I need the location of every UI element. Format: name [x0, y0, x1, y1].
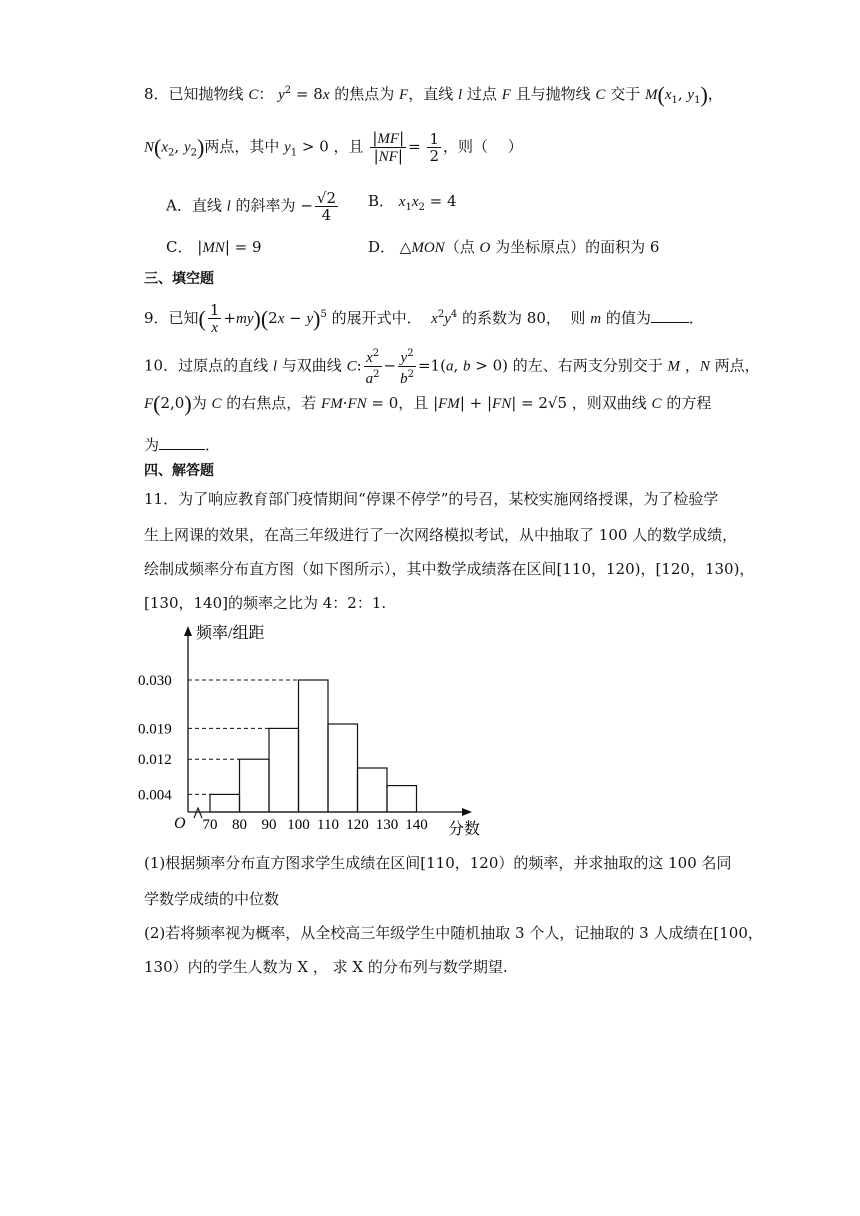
q11-part2-line2: 130）内的学生人数为 X ， 求 X 的分布列与数学期望. [144, 958, 508, 976]
x-axis-label: 分数 [448, 821, 481, 838]
q8-line2: $N(x_2$, $y_2$)两点，其中 $y_1 > 0$ ，且 $\frac{|MF|}{|NF|}$ = $\frac{1}{2}$ ，则（ ） [144, 129, 523, 165]
origin-label: O [174, 815, 186, 832]
x-tick-label: 90 [261, 817, 277, 833]
axis-break-mark [194, 808, 202, 818]
y-tick-label: 0.030 [138, 673, 172, 689]
section-3-heading: 三、填空题 [144, 271, 214, 287]
x-tick-label: 70 [202, 817, 218, 833]
histogram-bar [299, 680, 329, 812]
histogram-bar [358, 768, 388, 812]
q8-line1: 8．已知抛物线 C： $y^2 = 8x$ 的焦点为 F，直线 l 过点 F 且与抛物线 C 交于 $M(x_1$, $y_1$)， [144, 82, 723, 107]
q11-part1-line1: (1)根据频率分布直方图求学生成绩在区间[110，120）的频率，并求抽取的这 100 名同 [144, 854, 732, 872]
q11-line4: [130，140]的频率之比为 4：2：1. [144, 594, 387, 612]
y-tick-label: 0.012 [138, 752, 172, 769]
y-axis-arrow [184, 626, 192, 636]
histogram-bar [387, 786, 417, 812]
q11-line2: 生上网课的效果，在高三年级进行了一次网络模拟考试，从中抽取了 100 人的数学成绩， [144, 526, 738, 544]
frequency-histogram [136, 620, 496, 840]
histogram-bar [269, 728, 299, 812]
q11-line1: 11．为了响应教育部门疫情期间“停课不停学”的号召，某校实施网络授课，为了检验学 [144, 490, 719, 508]
y-tick-label: 0.019 [138, 721, 172, 738]
x-axis-arrow [462, 808, 472, 816]
x-tick-label: 100 [287, 817, 310, 833]
q8-option-c: C． |MN| = 9 [166, 238, 262, 256]
q11-part1-line2: 学数学成绩的中位数 [144, 890, 280, 908]
y-tick-label: 0.004 [138, 787, 172, 804]
q11-part2-line1: (2)若将频率视为概率，从全校高三年级学生中随机抽取 3 个人，记抽取的 3 人成绩在[100， [144, 924, 763, 942]
histogram-bar [328, 724, 358, 812]
histogram-bar [210, 794, 240, 812]
q10-line2: F(2,0)为 C 的右焦点，若 FM·FN = 0，且 |FM| + |FN| = 2√5 ，则双曲线 C 的方程 [144, 391, 712, 416]
x-tick-label: 140 [405, 817, 428, 833]
y-axis-label: 频率/组距 [196, 625, 265, 642]
q8-option-d: D． △MON（点 O 为坐标原点）的面积为 6 [368, 238, 660, 256]
x-tick-label: 120 [346, 817, 369, 833]
x-tick-label: 80 [232, 817, 247, 833]
q9: 9．已知( $\frac{1}{x}$ $+my)(2x - y)^5$ 的展开式中． $x^2y^4$ 的系数为 80， 则 m 的值为 ． [144, 301, 704, 336]
histogram-bar [240, 759, 270, 812]
q11-line3: 绘制成频率分布直方图（如下图所示），其中数学成绩落在区间[110，120)，[120，130)， [144, 560, 755, 578]
q10-line1: 10．过原点的直线 l 与双曲线 C: $\frac{x^2}{a^2}$ − $\frac{y^2}{b^2}$ =1(a, b > 0) 的左、右两支分别交于 M ，N 两点， [144, 348, 760, 387]
q8-option-a: A．直线 l 的斜率为 − $\frac{√2}{4}$ [166, 189, 336, 224]
q8-option-b: B． $x_1x_2 = 4$ [368, 192, 457, 213]
x-tick-label: 110 [317, 817, 339, 833]
q10-line3: 为 ． [144, 436, 221, 454]
section-4-heading: 四、解答题 [144, 463, 214, 479]
x-tick-label: 130 [375, 817, 399, 833]
